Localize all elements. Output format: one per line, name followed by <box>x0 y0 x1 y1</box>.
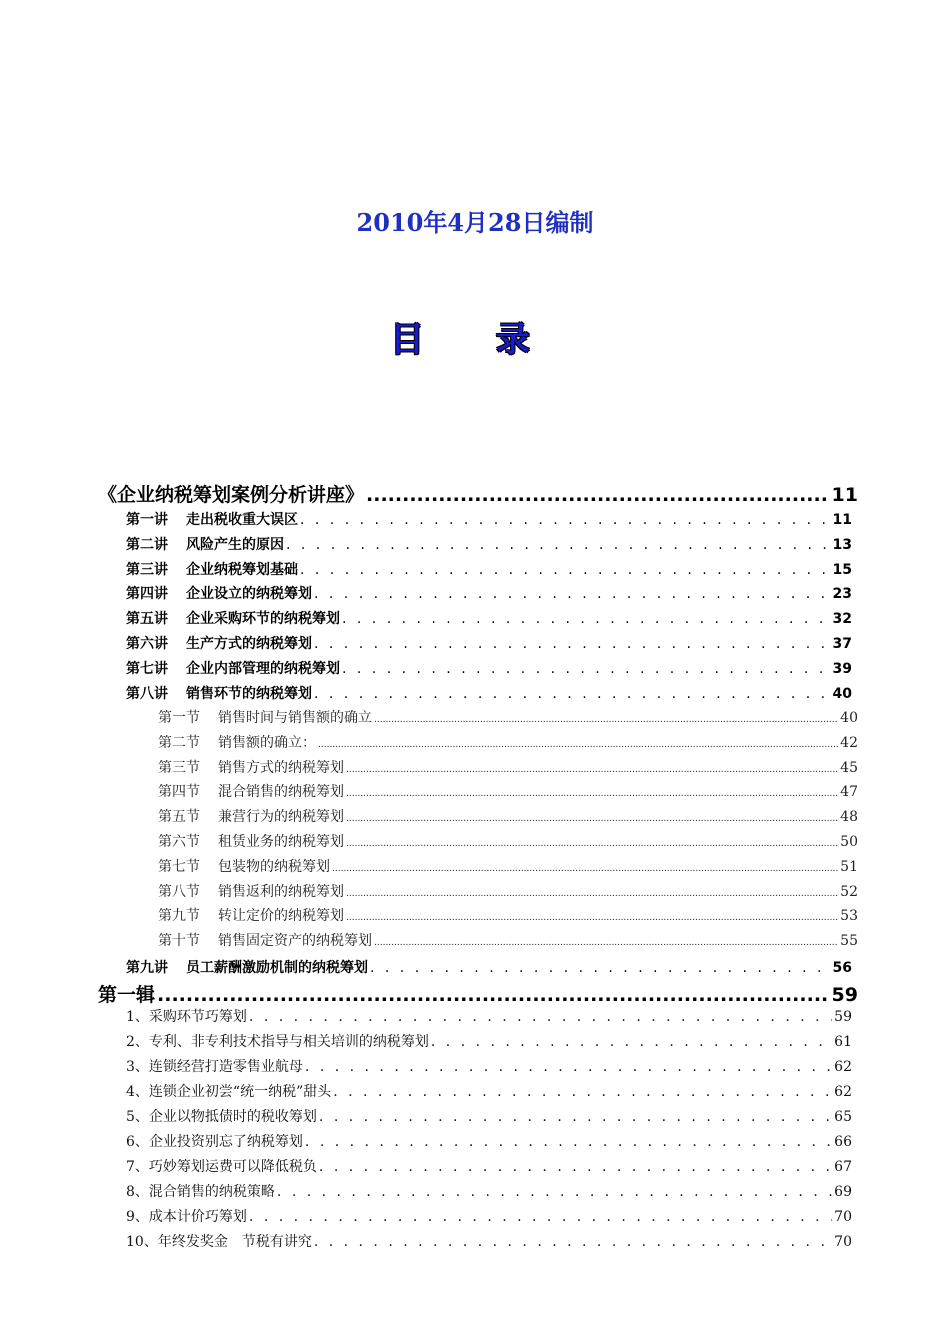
lecture-title: 生产方式的纳税筹划 <box>186 636 312 652</box>
toc-page-number: 48 <box>840 809 858 826</box>
toc-page-number: 39 <box>832 660 852 677</box>
lecture-number: 第一讲 <box>126 512 168 528</box>
toc-entry-lecture-9[interactable] <box>126 957 852 977</box>
toc-page-number: 40 <box>840 710 858 726</box>
toc-entry-item[interactable] <box>126 1031 852 1051</box>
toc-entry-lecture[interactable] <box>126 633 852 653</box>
toc-entry-item[interactable] <box>126 1181 852 1201</box>
toc-entry-label <box>126 1006 247 1026</box>
toc-entry-lecture[interactable] <box>126 608 852 628</box>
toc-entry-lecture[interactable] <box>126 509 852 529</box>
section-number: 第十节 <box>158 933 200 950</box>
item-title: 6、企业投资别忘了纳税筹划 <box>126 1134 303 1150</box>
toc-page-number: 59 <box>834 1009 852 1025</box>
lecture-number: 第二讲 <box>126 536 168 553</box>
section-number: 第七节 <box>158 858 200 875</box>
toc-entry-label <box>158 856 330 876</box>
section-title: 销售时间与销售额的确立 <box>218 710 372 726</box>
toc-entry-label <box>158 732 316 752</box>
toc-page-number: 50 <box>840 834 858 850</box>
toc-page-number: 13 <box>832 536 852 553</box>
toc-page-number: 62 <box>834 1059 852 1075</box>
item-title: 2、专利、非专利技术指导与相关培训的纳税筹划 <box>126 1034 429 1050</box>
leader-dots <box>342 661 831 677</box>
leader-dots <box>249 1209 832 1225</box>
section-number: 第三节 <box>158 759 200 776</box>
toc-entry-section[interactable] <box>158 881 858 901</box>
toc-entry-section[interactable] <box>158 831 858 851</box>
leader-dots <box>314 586 831 602</box>
toc-page-number: 67 <box>834 1159 852 1175</box>
leader-dots <box>157 984 830 1006</box>
toc-page-number: 47 <box>840 784 858 801</box>
section-number: 第一节 <box>158 710 200 726</box>
leader-dots <box>318 740 838 750</box>
toc-entry-label <box>126 1131 303 1151</box>
toc-entry-label <box>126 1156 317 1176</box>
lecture-number: 第八讲 <box>126 685 168 702</box>
section-title: 销售固定资产的纳税筹划 <box>218 933 372 950</box>
leader-dots <box>314 1234 832 1250</box>
leader-dots <box>305 1134 832 1150</box>
toc-entry-section[interactable] <box>158 707 858 727</box>
leader-dots <box>366 484 830 506</box>
toc-entry-lecture[interactable] <box>126 583 852 603</box>
toc-page-number: 51 <box>840 858 858 875</box>
leader-dots <box>332 864 838 874</box>
section-title: 销售方式的纳税筹划 <box>218 759 344 776</box>
toc-entry-label <box>126 1206 247 1226</box>
lecture-title: 走出税收重大误区 <box>186 512 298 528</box>
leader-dots <box>346 839 838 849</box>
toc-entry-label <box>126 1056 303 1076</box>
toc-entry-label <box>158 831 344 851</box>
item-title: 5、企业以物抵债时的税收筹划 <box>126 1109 317 1125</box>
toc-heading: 目 录 <box>390 320 560 360</box>
toc-entry-item[interactable] <box>126 1231 852 1251</box>
toc-page-number: 45 <box>840 759 858 776</box>
toc-entry-label <box>126 534 284 554</box>
toc-entry-label <box>158 781 344 801</box>
toc-page-number: 56 <box>832 960 852 976</box>
toc-entry-item[interactable] <box>126 1081 852 1101</box>
toc-entry-section[interactable] <box>158 905 858 925</box>
toc-page-number: 62 <box>834 1084 852 1100</box>
toc-page-number: 11 <box>832 512 852 528</box>
section-number: 第四节 <box>158 784 200 801</box>
toc-entry-item[interactable] <box>126 1156 852 1176</box>
toc-page-number: 61 <box>834 1034 852 1050</box>
toc-entry-lecture[interactable] <box>126 559 852 579</box>
leader-dots <box>286 537 831 553</box>
section-title: 转让定价的纳税筹划 <box>218 908 344 925</box>
toc-page-number: 69 <box>834 1184 852 1200</box>
toc-entry-section[interactable] <box>158 856 858 876</box>
toc-page-number: 53 <box>840 908 858 925</box>
toc-entry-label <box>126 1081 331 1101</box>
toc-entry-label <box>126 1181 275 1201</box>
leader-dots <box>346 765 838 775</box>
toc-entry-label <box>126 559 298 579</box>
section-number: 第九节 <box>158 908 200 925</box>
toc-entry-item[interactable] <box>126 1056 852 1076</box>
toc-page-number: 40 <box>832 685 852 702</box>
lecture-number: 第六讲 <box>126 636 168 652</box>
toc-entry-label <box>158 707 372 727</box>
toc-entry-label <box>126 683 312 703</box>
leader-dots <box>300 512 831 528</box>
leader-dots <box>314 636 831 652</box>
section-number: 第二节 <box>158 734 200 751</box>
lecture-number: 第三讲 <box>126 561 168 578</box>
leader-dots <box>300 562 831 578</box>
toc-entry-section[interactable] <box>158 757 858 777</box>
section-title: 租赁业务的纳税筹划 <box>218 834 344 850</box>
item-title: 8、混合销售的纳税策略 <box>126 1184 275 1200</box>
section-number: 第八节 <box>158 883 200 900</box>
toc-entry-section[interactable] <box>158 930 858 950</box>
toc-entry-label <box>158 905 344 925</box>
toc-entry-part2[interactable] <box>98 980 858 1007</box>
toc-entry-label <box>158 930 372 950</box>
toc-entry-label: 《企业纳税筹划案例分析讲座》 <box>98 484 365 506</box>
lecture-number: 第九讲 <box>126 960 168 976</box>
toc-page-number: 42 <box>840 734 858 751</box>
lecture-title: 企业设立的纳税筹划 <box>186 586 312 603</box>
item-title: 9、成本计价巧筹划 <box>126 1209 247 1225</box>
leader-dots <box>374 938 838 948</box>
leader-dots <box>346 789 838 799</box>
item-title: 3、连锁经营打造零售业航母 <box>126 1059 303 1075</box>
toc-entry-lecture[interactable] <box>126 534 852 554</box>
toc-entry-part1[interactable] <box>98 480 858 507</box>
toc-page-number: 59 <box>831 984 858 1006</box>
lecture-title: 销售环节的纳税筹划 <box>186 685 312 702</box>
toc-entry-label <box>126 1031 429 1051</box>
leader-dots <box>314 686 831 702</box>
toc-entry-item[interactable] <box>126 1131 852 1151</box>
section-title: 兼营行为的纳税筹划 <box>218 809 344 826</box>
item-title: 7、巧妙筹划运费可以降低税负 <box>126 1159 317 1175</box>
toc-page-number: 15 <box>832 561 852 578</box>
lecture-title: 员工薪酬激励机制的纳税筹划 <box>186 960 368 976</box>
toc-page-number: 55 <box>840 933 858 950</box>
leader-dots <box>346 913 838 923</box>
lecture-title: 企业采购环节的纳税筹划 <box>186 611 340 628</box>
leader-dots <box>249 1009 832 1025</box>
toc-page-number: 66 <box>834 1134 852 1150</box>
toc-entry-item[interactable] <box>126 1106 852 1126</box>
leader-dots <box>370 960 831 976</box>
toc-entry-lecture[interactable] <box>126 658 852 678</box>
toc-page-number: 32 <box>832 611 852 628</box>
section-number: 第六节 <box>158 834 200 850</box>
toc-page-number: 65 <box>834 1109 852 1125</box>
toc-entry-section[interactable] <box>158 781 858 801</box>
toc-entry-label <box>126 1231 312 1251</box>
toc-entry-label <box>126 583 312 603</box>
item-title: 1、采购环节巧筹划 <box>126 1009 247 1025</box>
compile-date-title: 2010年4月28日编制 <box>356 208 594 237</box>
toc-entry-label <box>126 509 298 529</box>
section-title: 包装物的纳税筹划 <box>218 858 330 875</box>
toc-entry-section[interactable] <box>158 732 858 752</box>
lecture-title: 企业内部管理的纳税筹划 <box>186 660 340 677</box>
toc-entry-section[interactable] <box>158 806 858 826</box>
toc-entry-item[interactable] <box>126 1006 852 1026</box>
section-title: 销售返利的纳税筹划 <box>218 883 344 900</box>
leader-dots <box>277 1184 832 1200</box>
lecture-title: 风险产生的原因 <box>186 536 284 553</box>
toc-entry-item[interactable] <box>126 1206 852 1226</box>
leader-dots <box>342 611 831 627</box>
toc-page-number: 70 <box>834 1234 852 1250</box>
leader-dots <box>333 1084 832 1100</box>
lecture-number: 第四讲 <box>126 586 168 603</box>
leader-dots <box>319 1109 832 1125</box>
section-title: 销售额的确立： <box>218 734 316 751</box>
lecture-number: 第五讲 <box>126 611 168 628</box>
leader-dots <box>374 715 838 725</box>
item-title: 10、年终发奖金 节税有讲究 <box>126 1234 312 1250</box>
leader-dots <box>305 1059 832 1075</box>
toc-page-number: 70 <box>834 1209 852 1225</box>
toc-entry-label <box>158 881 344 901</box>
toc-page-number: 52 <box>840 883 858 900</box>
toc-entry-label: 第一辑 <box>98 984 156 1006</box>
leader-dots <box>319 1159 832 1175</box>
section-number: 第五节 <box>158 809 200 826</box>
toc-entry-label <box>126 608 340 628</box>
toc-page-number: 23 <box>832 586 852 603</box>
toc-page-number: 37 <box>832 636 852 652</box>
leader-dots <box>346 814 838 824</box>
toc-entry-label <box>126 957 368 977</box>
toc-page-number: 11 <box>831 484 858 506</box>
lecture-number: 第七讲 <box>126 660 168 677</box>
leader-dots <box>346 889 838 899</box>
section-title: 混合销售的纳税筹划 <box>218 784 344 801</box>
toc-entry-label <box>126 633 312 653</box>
leader-dots <box>431 1034 832 1050</box>
toc-entry-label <box>126 1106 317 1126</box>
toc-entry-lecture[interactable] <box>126 683 852 703</box>
toc-entry-label <box>158 757 344 777</box>
lecture-title: 企业纳税筹划基础 <box>186 561 298 578</box>
toc-entry-label <box>126 658 340 678</box>
item-title: 4、连锁企业初尝“统一纳税”甜头 <box>126 1084 332 1100</box>
toc-entry-label <box>158 806 344 826</box>
